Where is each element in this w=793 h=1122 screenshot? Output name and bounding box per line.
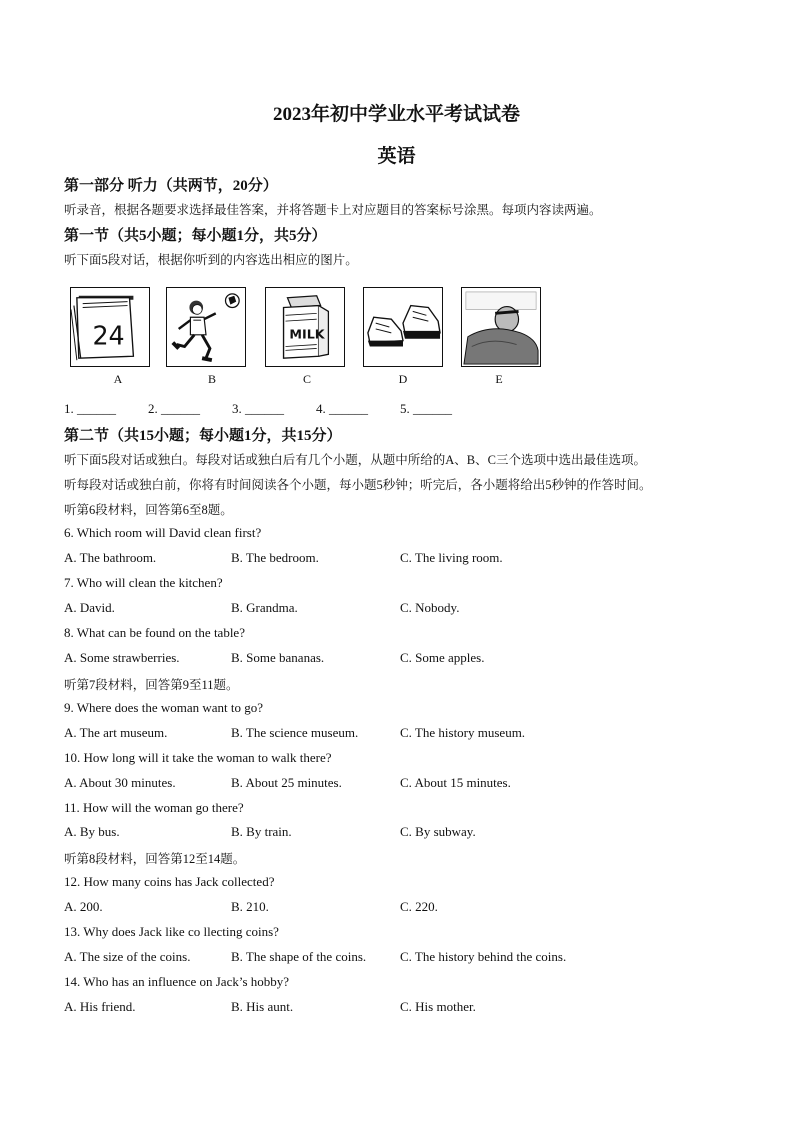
- material-8-note: 听第8段材料，回答第12至14题。: [64, 852, 246, 866]
- material-7-note: 听第7段材料，回答第9至11题。: [64, 678, 239, 692]
- question-9: 9. Where does the woman want to go?: [64, 700, 264, 715]
- answer-blank-4[interactable]: 4. ______: [316, 401, 368, 416]
- option-c[interactable]: C. The living room.: [400, 550, 503, 565]
- option-b[interactable]: B. His aunt.: [231, 999, 294, 1014]
- option-a[interactable]: A. The size of the coins.: [64, 949, 191, 964]
- question-13: 13. Why does Jack like co llecting coins?: [64, 924, 279, 939]
- answer-blank-2[interactable]: 2. ______: [148, 401, 200, 416]
- option-c[interactable]: C. Nobody.: [400, 600, 460, 615]
- milk-carton-icon: [265, 287, 345, 367]
- options-8: [64, 650, 724, 668]
- options-12: [64, 899, 724, 917]
- question-7: 7. Who will clean the kitchen?: [64, 575, 223, 590]
- question-14: 14. Who has an influence on Jack’s hobby?: [64, 974, 290, 989]
- answer-blank-1[interactable]: 1. ______: [64, 401, 116, 416]
- section2-instruction-2: 听每段对话或独白前，你将有时间阅读各个小题，每小题5秒钟；听完后，各小题将给出5秒钟的作答时间。: [64, 478, 652, 492]
- options-10: [64, 775, 724, 793]
- section2-instruction-1: 听下面5段对话或独白。每段对话或独白后有几个小题，从题中所给的A、B、C三个选项中选出最佳选项。: [64, 453, 646, 467]
- option-a[interactable]: A. About 30 minutes.: [64, 775, 176, 790]
- answer-blanks: [64, 401, 484, 419]
- boy-kicking-ball-icon: [166, 287, 246, 367]
- option-b[interactable]: B. Grandma.: [231, 600, 298, 615]
- option-b[interactable]: B. About 25 minutes.: [231, 775, 342, 790]
- option-a[interactable]: A. By bus.: [64, 824, 120, 839]
- picture-label-c: C: [302, 372, 311, 386]
- calendar-24-icon: [70, 287, 150, 367]
- options-9: [64, 725, 724, 743]
- options-14: [64, 999, 724, 1017]
- option-a[interactable]: A. His friend.: [64, 999, 136, 1014]
- picture-label-a: A: [113, 372, 123, 386]
- sick-in-bed-icon: [461, 287, 541, 367]
- calendar-date-text: 24: [92, 320, 125, 351]
- options-7: [64, 600, 724, 618]
- question-6: 6. Which room will David clean first?: [64, 525, 262, 540]
- option-c[interactable]: C. The history behind the coins.: [400, 949, 567, 964]
- answer-blank-5[interactable]: 5. ______: [400, 401, 452, 416]
- question-12: 12. How many coins has Jack collected?: [64, 874, 275, 889]
- question-8: 8. What can be found on the table?: [64, 625, 245, 640]
- picture-label-d: D: [398, 372, 408, 386]
- option-b[interactable]: B. The bedroom.: [231, 550, 319, 565]
- options-13: [64, 949, 724, 967]
- milk-label-text: MILK: [289, 326, 325, 342]
- subject-title: 英语: [377, 146, 416, 167]
- question-11: 11. How will the woman go there?: [64, 800, 244, 815]
- options-6: [64, 550, 724, 568]
- option-a[interactable]: A. 200.: [64, 899, 103, 914]
- option-c[interactable]: C. 220.: [400, 899, 438, 914]
- option-a[interactable]: A. The art museum.: [64, 725, 168, 740]
- part1-heading: 第一部分 听力（共两节，20分）: [64, 178, 278, 194]
- option-a[interactable]: A. Some strawberries.: [64, 650, 180, 665]
- section1-instruction: 听下面5段对话，根据你听到的内容选出相应的图片。: [64, 253, 358, 267]
- option-b[interactable]: B. The shape of the coins.: [231, 949, 367, 964]
- option-a[interactable]: A. The bathroom.: [64, 550, 157, 565]
- section1-heading: 第一节（共5小题；每小题1分，共5分）: [64, 228, 327, 244]
- sneakers-icon: [363, 287, 443, 367]
- part1-instruction: 听录音，根据各题要求选择最佳答案，并将答题卡上对应题目的答案标号涂黑。每项内容读两遍。: [64, 203, 602, 217]
- answer-blank-3[interactable]: 3. ______: [232, 401, 284, 416]
- picture-label-e: E: [495, 372, 503, 386]
- picture-label-b: B: [207, 372, 216, 386]
- section2-heading: 第二节（共15小题；每小题1分，共15分）: [64, 428, 342, 444]
- question-10: 10. How long will it take the woman to walk there?: [64, 750, 332, 765]
- option-c[interactable]: C. Some apples.: [400, 650, 485, 665]
- option-b[interactable]: B. By train.: [231, 824, 292, 839]
- options-11: [64, 824, 724, 842]
- option-b[interactable]: B. The science museum.: [231, 725, 359, 740]
- option-c[interactable]: C. The history museum.: [400, 725, 526, 740]
- picture-options: [70, 287, 550, 387]
- option-c[interactable]: C. His mother.: [400, 999, 476, 1014]
- option-a[interactable]: A. David.: [64, 600, 115, 615]
- option-b[interactable]: B. 210.: [231, 899, 269, 914]
- option-c[interactable]: C. By subway.: [400, 824, 476, 839]
- option-b[interactable]: B. Some bananas.: [231, 650, 325, 665]
- exam-title: 2023年初中学业水平考试试卷: [272, 104, 520, 125]
- option-c[interactable]: C. About 15 minutes.: [400, 775, 511, 790]
- material-6-note: 听第6段材料，回答第6至8题。: [64, 503, 233, 517]
